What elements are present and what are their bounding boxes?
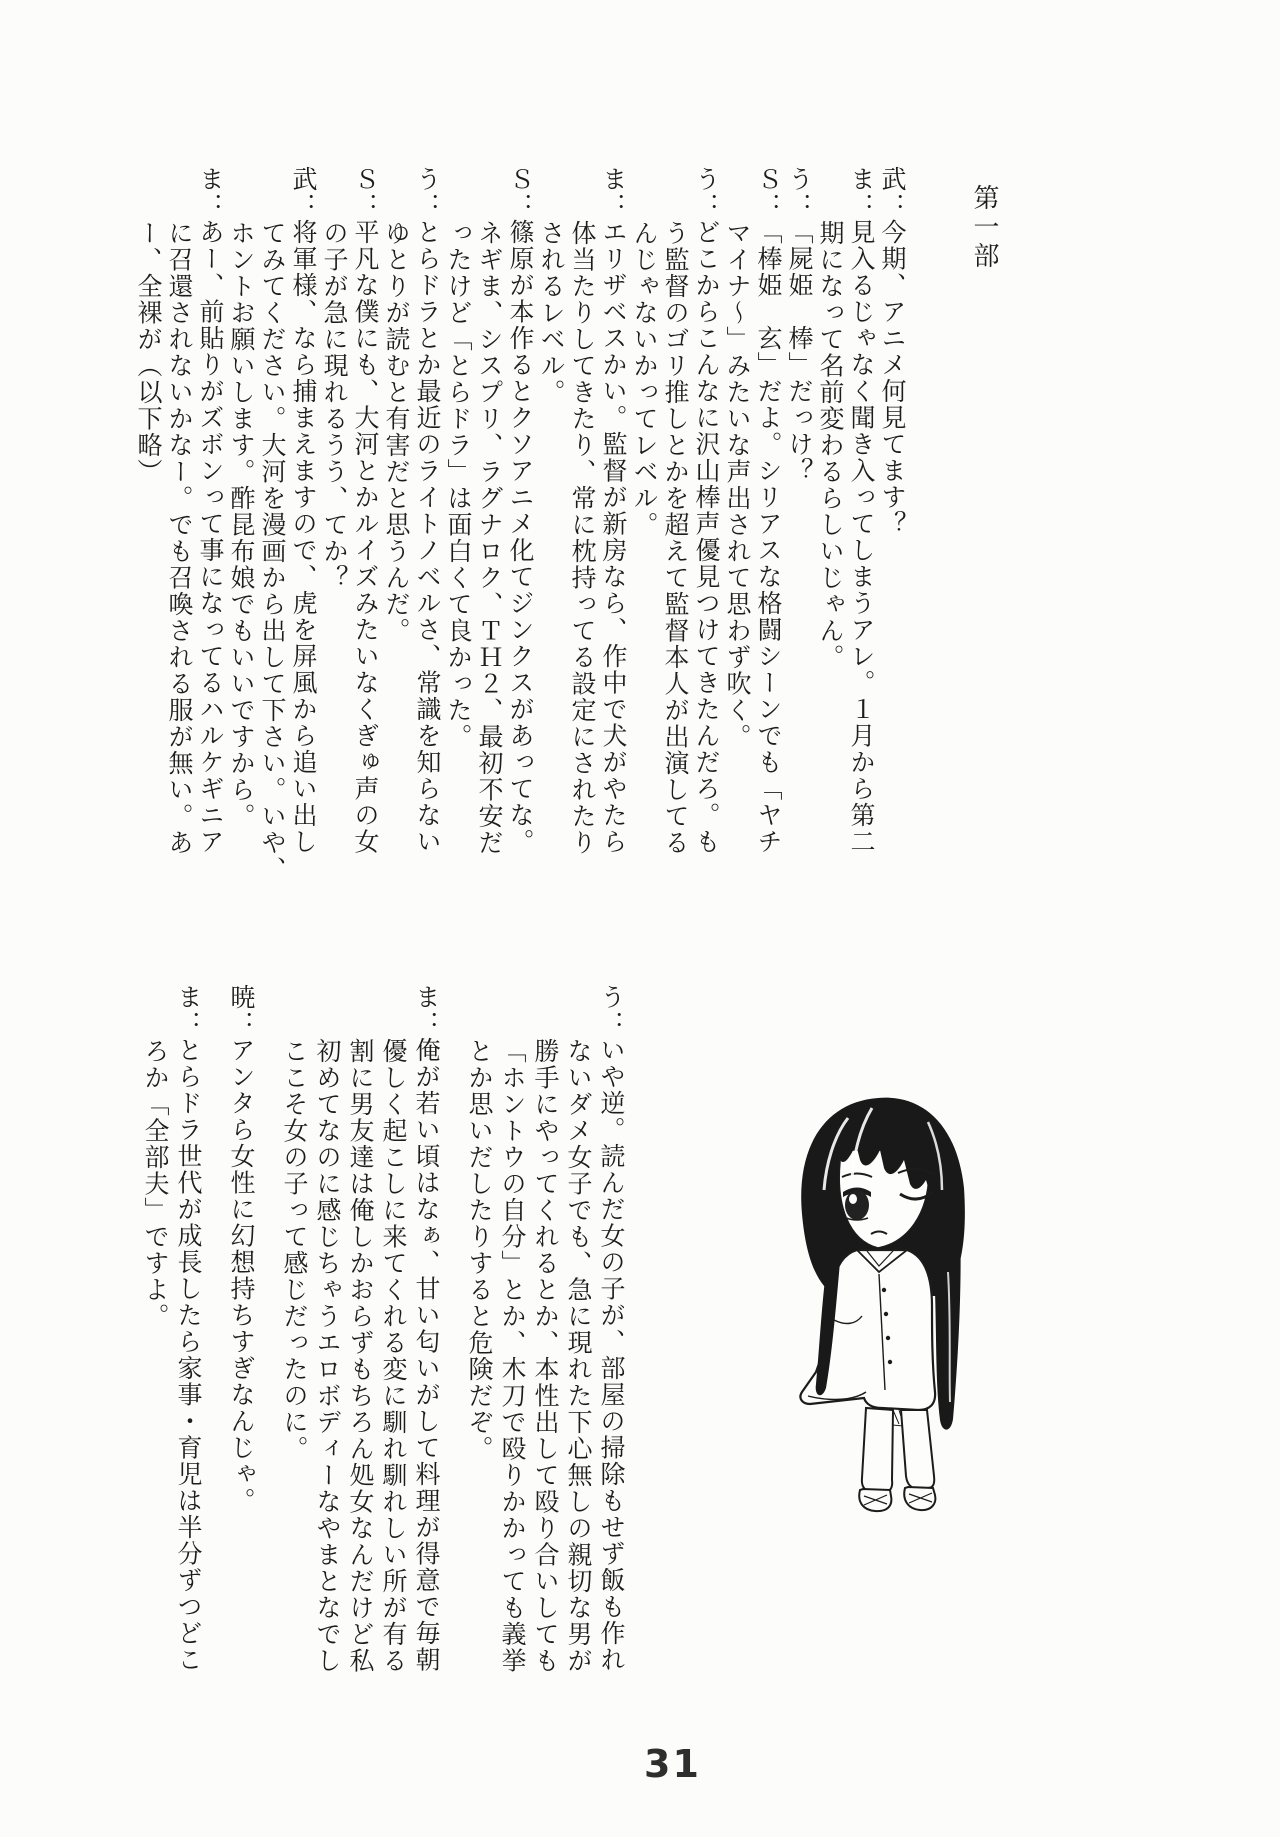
dialogue-line-continuation: 割に男友達は俺しかおらずもちろん処女なんだけど私 [346, 1038, 375, 1674]
dialogue-entry [225, 984, 258, 1696]
dialogue-line-continuation: とか思いだしたりすると危険だぞ。 [465, 1038, 494, 1462]
dialogue-line-continuation: ネギま、シスプリ、ラグナロク、ＴＨ２、最初不安だ [475, 220, 504, 856]
dialogue-line-continuation: 「ホントウの自分」とか、木刀で殴りかかっても義挙 [498, 1038, 527, 1674]
dialogue-line-start: う：「屍姫 棒」だっけ？ [785, 166, 814, 484]
dialogue-line-start: う：どこからこんなに沢山棒声優見つけてきたんだろ。も [692, 166, 721, 855]
dialogue-line-continuation: されるレベル。 [537, 220, 566, 406]
dialogue-line-start: ま：エリザベスかい。監督が新房なら、作中で犬がやたら [599, 166, 628, 855]
chibi-girl-drawing [760, 1092, 1008, 1546]
dialogue-line-start: う：いや逆。読んだ女の子が、部屋の掃除もせず飯も作れ [597, 984, 626, 1673]
dialogue-line-continuation: 初めてなのに感じちゃうエロボディーなやまとなでし [313, 1038, 342, 1674]
page-number: 31 [644, 1742, 701, 1786]
dialogue-entry [629, 166, 722, 878]
dialogue-section-part1 [133, 166, 908, 883]
dialogue-entry [815, 166, 877, 878]
dialogue-entry [319, 166, 381, 878]
dialogue-line-continuation: マイナ～」みたいな声出されて思わず吹く。 [723, 220, 752, 750]
dialogue-line-continuation: 優しく起こしに来てくれる変に馴れ馴れしい所が有る [379, 1038, 408, 1674]
dialogue-entry [278, 984, 443, 1696]
dialogue-entry [443, 166, 536, 878]
dialogue-line-start: Ｓ：「棒姫 玄」だよ。シリアスな格闘シーンでも「ヤチ [754, 166, 783, 855]
dialogue-entry [784, 166, 815, 878]
dialogue-entry [226, 166, 319, 883]
dialogue-line-start: ま：俺が若い頃はなぁ、甘い匂いがして料理が得意で毎朝 [412, 984, 441, 1673]
dialogue-entry [463, 984, 628, 1696]
dialogue-line-continuation: に召還されないかなー。でも召喚される服が無い。あ [165, 220, 194, 856]
dialogue-line-start: ま：あー、前貼りがズボンって事になってるハルケギニア [196, 166, 225, 855]
dialogue-line-continuation: の子が急に現れるうう、てか？ [320, 220, 349, 591]
dialogue-line-start: ま：見入るじゃなく聞き入ってしまうアレ。１月から第二 [847, 166, 876, 855]
dialogue-line-continuation: てみてください。大河を漫画から出して下さい。いや、 [258, 220, 287, 883]
dialogue-line-continuation: ー、全裸が（以下略） [134, 220, 163, 485]
dialogue-line-continuation: ホントお願いします。酢昆布娘でもいいですから。 [227, 220, 256, 830]
dialogue-line-continuation: 体当たりしてきたり、常に枕持ってる設定にされたり [568, 220, 597, 856]
dialogue-entry [536, 166, 629, 878]
dialogue-line-start: 武：将軍様、なら捕まえますので、虎を屏風から追い出し [289, 166, 318, 855]
dialogue-line-start: う：とらドラとか最近のライトノベルさ、常識を知らない [413, 166, 442, 855]
dialogue-line-continuation: ゆとりが読むと有害だと思うんだ。 [382, 220, 411, 644]
dialogue-entry [877, 166, 908, 878]
dialogue-entry [139, 984, 205, 1696]
dialogue-entry [722, 166, 784, 878]
dialogue-line-continuation: んじゃないかってレベル。 [630, 220, 659, 538]
dialogue-entry [381, 166, 443, 878]
section-title: 第一部 [969, 184, 999, 271]
dialogue-entry [133, 166, 226, 878]
dialogue-line-continuation: ここそ女の子って感じだったのに。 [280, 1038, 309, 1462]
dialogue-line-continuation: ないダメ女子でも、急に現れた下心無しの親切な男が [564, 1038, 593, 1674]
dialogue-line-start: 武：今期、アニメ何見てます？ [878, 166, 907, 537]
dialogue-line-start: ま：とらドラ世代が成長したら家事・育児は半分ずつどこ [174, 984, 203, 1673]
dialogue-line-continuation: う監督のゴリ推しとかを超えて監督本人が出演してる [661, 220, 690, 856]
dialogue-line-continuation: 期になって名前変わるらしいじゃん。 [816, 220, 845, 671]
dialogue-line-start: 暁：アンタら女性に幻想持ちすぎなんじゃ。 [227, 984, 256, 1514]
dialogue-line-continuation: ろか「全部夫」ですよ。 [141, 1038, 170, 1330]
dialogue-line-start: Ｓ：平凡な僕にも、大河とかルイズみたいなくぎゅ声の女 [351, 166, 380, 855]
dialogue-line-start: Ｓ：篠原が本作るとクソアニメ化てジンクスがあってな。 [506, 166, 535, 855]
dialogue-section-part2 [139, 984, 628, 1696]
dialogue-line-continuation: 勝手にやってくれるとか、本性出して殴り合いしても [531, 1038, 560, 1674]
dialogue-line-continuation: ったけど「とらドラ」は面白くて良かった。 [444, 220, 473, 750]
chibi-girl-illustration [760, 1092, 1008, 1546]
